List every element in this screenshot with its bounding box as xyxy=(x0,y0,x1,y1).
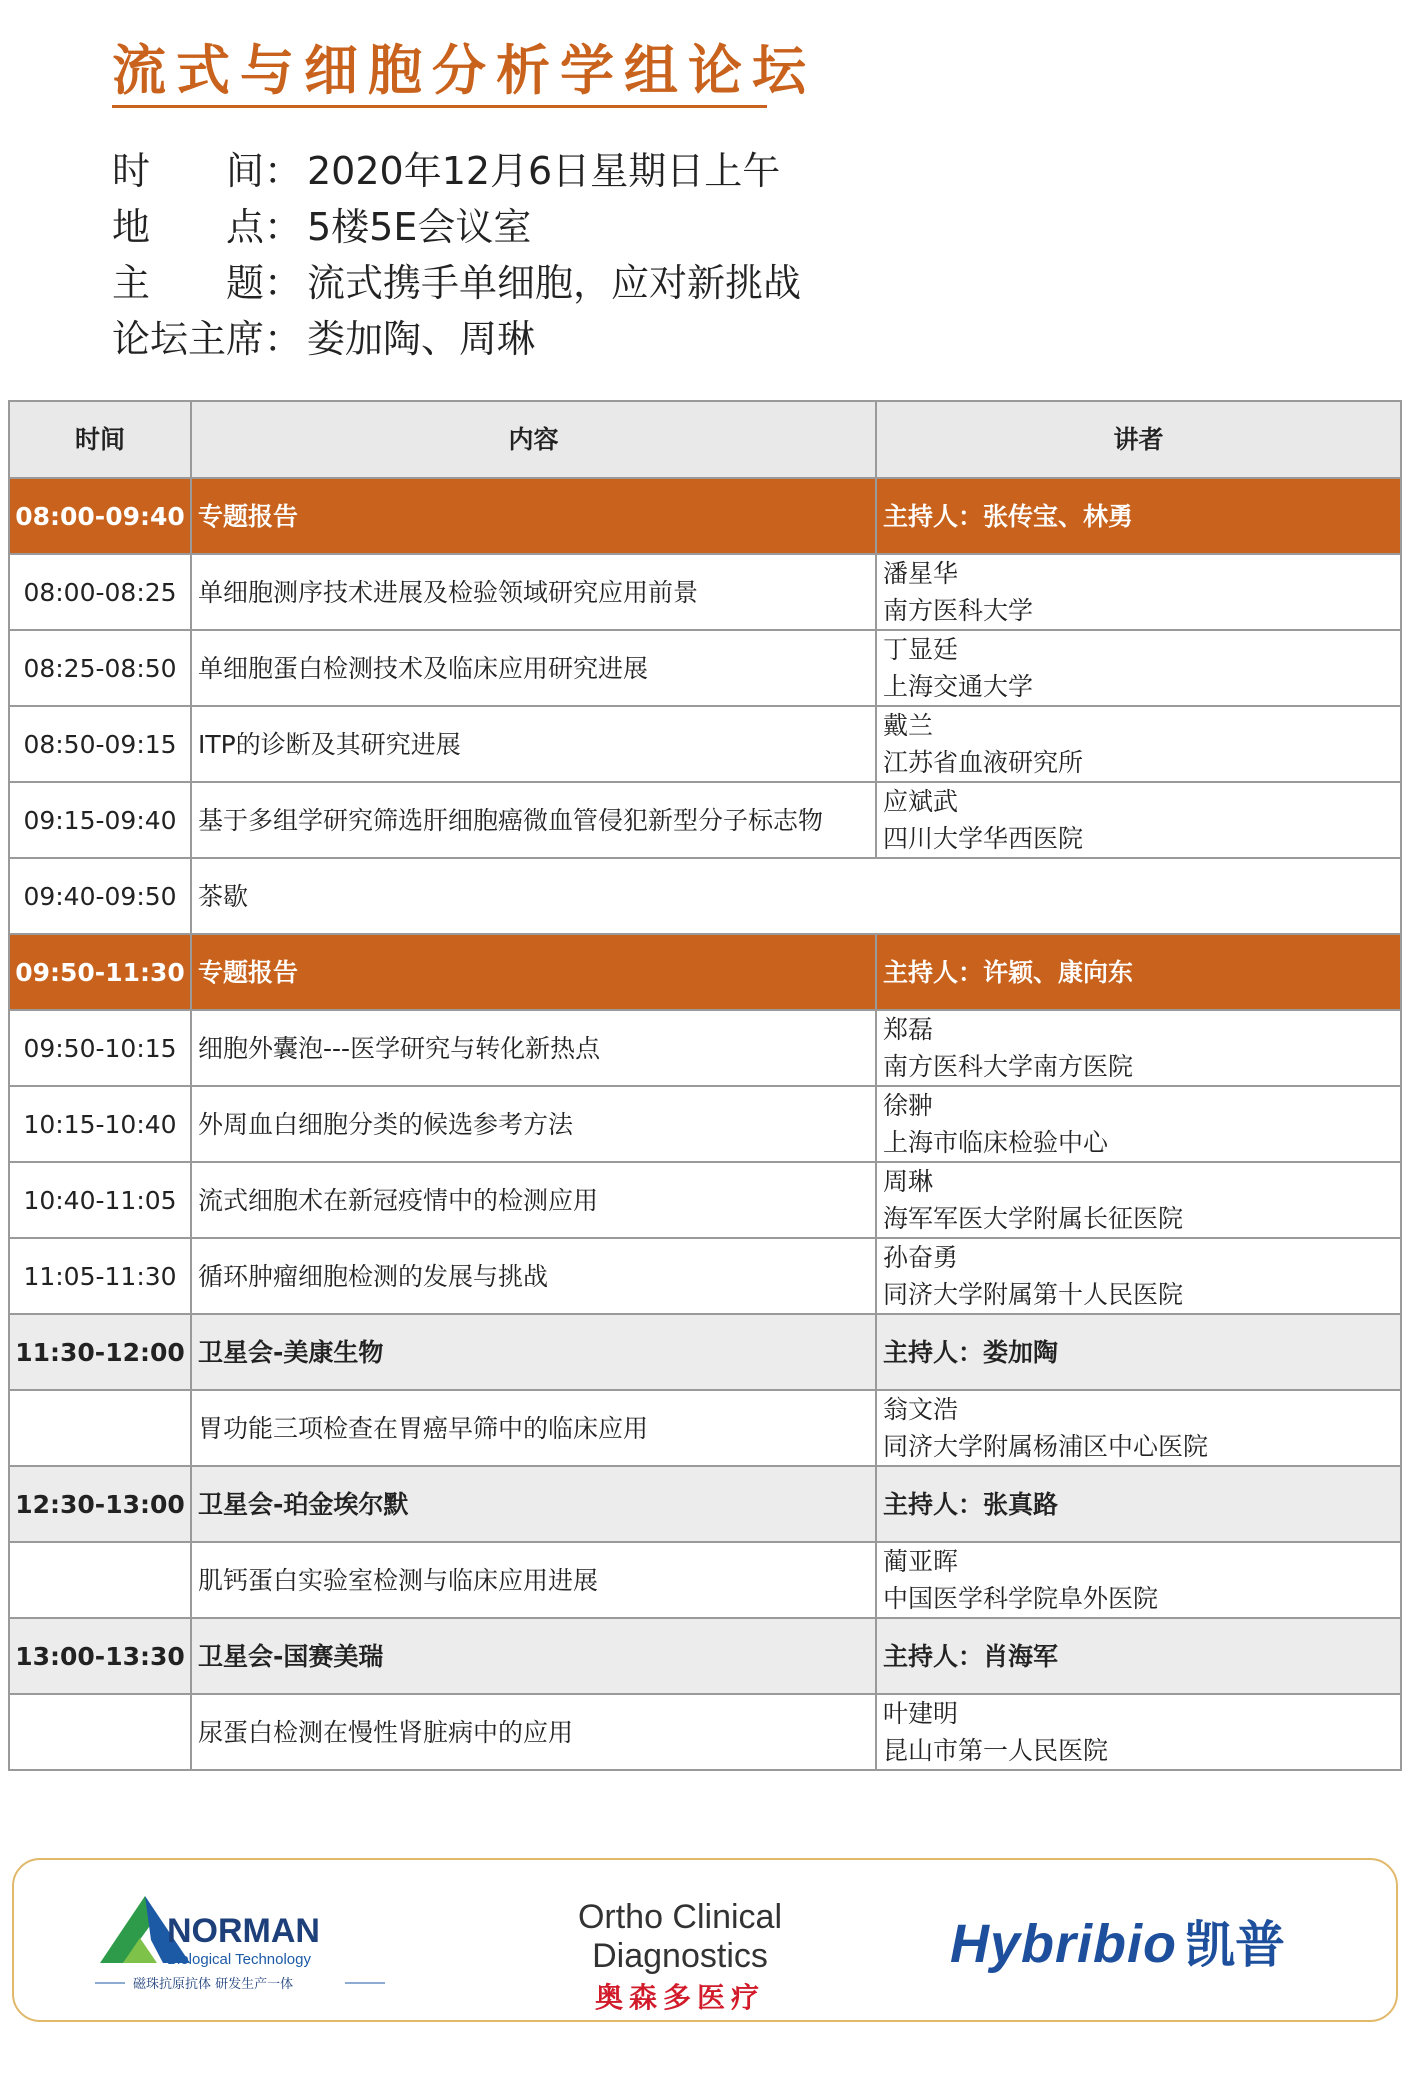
speaker-affiliation: 四川大学华西医院 xyxy=(883,824,1084,853)
speaker-affiliation: 昆山市第一人民医院 xyxy=(883,1736,1109,1765)
info-label: 地 点： xyxy=(112,205,303,249)
ortho-logo xyxy=(490,1898,870,2016)
info-label: 主 题： xyxy=(112,261,303,305)
norman-logo xyxy=(95,1888,385,1998)
table-row xyxy=(9,1390,1401,1466)
speaker-affiliation: 同济大学附属第十人民医院 xyxy=(883,1280,1184,1309)
content-cell: 单细胞测序技术进展及检验领域研究应用前景 xyxy=(191,554,876,630)
table-row xyxy=(9,782,1401,858)
content-cell: 卫星会-美康生物 xyxy=(191,1314,876,1390)
time-cell: 12:30-13:00 xyxy=(9,1466,191,1542)
speaker-name: 翁文浩 xyxy=(883,1395,959,1424)
speaker-name: 主持人：肖海军 xyxy=(883,1641,1059,1671)
speaker-affiliation: 海军军医大学附属长征医院 xyxy=(883,1204,1184,1233)
time-cell: 10:15-10:40 xyxy=(9,1086,191,1162)
speaker-name: 主持人：许颖、康向东 xyxy=(883,957,1134,987)
info-label: 论坛主席： xyxy=(112,317,303,361)
info-value: 流式携手单细胞，应对新挑战 xyxy=(307,261,802,305)
norman-sub: Biological Technology xyxy=(167,1951,311,1968)
table-row xyxy=(9,1238,1401,1314)
table-row xyxy=(9,1694,1401,1770)
speaker-affiliation: 南方医科大学南方医院 xyxy=(883,1052,1134,1081)
hybribio-name-en: Hybribio xyxy=(950,1914,1178,1974)
speaker-affiliation: 中国医学科学院阜外医院 xyxy=(883,1584,1159,1613)
speaker-affiliation: 同济大学附属杨浦区中心医院 xyxy=(883,1432,1209,1461)
table-row xyxy=(9,1162,1401,1238)
table-row xyxy=(9,1086,1401,1162)
content-cell: 流式细胞术在新冠疫情中的检测应用 xyxy=(191,1162,876,1238)
content-cell: 专题报告 xyxy=(191,478,876,554)
speaker-name: 徐翀 xyxy=(883,1091,934,1120)
speaker-cell xyxy=(876,1542,1401,1618)
time-cell: 08:25-08:50 xyxy=(9,630,191,706)
speaker-name: 应斌武 xyxy=(883,787,959,816)
speaker-cell xyxy=(876,706,1401,782)
table-header-row xyxy=(9,401,1401,478)
speaker-cell xyxy=(876,1238,1401,1314)
speaker-name: 郑磊 xyxy=(883,1015,934,1044)
time-cell: 13:00-13:30 xyxy=(9,1618,191,1694)
time-cell: 11:05-11:30 xyxy=(9,1238,191,1314)
time-cell xyxy=(9,1542,191,1618)
session-header-row xyxy=(9,478,1401,554)
speaker-name: 蔺亚晖 xyxy=(883,1547,959,1576)
time-cell: 08:50-09:15 xyxy=(9,706,191,782)
speaker-cell xyxy=(876,1466,1401,1542)
speaker-name: 主持人：张传宝、林勇 xyxy=(883,501,1134,531)
content-cell: 基于多组学研究筛选肝细胞癌微血管侵犯新型分子标志物 xyxy=(191,782,876,858)
header-content: 内容 xyxy=(191,401,876,478)
content-cell: 尿蛋白检测在慢性肾脏病中的应用 xyxy=(191,1694,876,1770)
schedule-table xyxy=(8,400,1402,1771)
info-time xyxy=(112,140,780,195)
time-cell: 11:30-12:00 xyxy=(9,1314,191,1390)
table-row xyxy=(9,630,1401,706)
speaker-cell xyxy=(876,1162,1401,1238)
norman-name: NORMAN xyxy=(167,1912,320,1950)
speaker-name: 戴兰 xyxy=(883,711,934,740)
info-chair xyxy=(112,308,535,363)
time-cell: 10:40-11:05 xyxy=(9,1162,191,1238)
speaker-name: 主持人：张真路 xyxy=(883,1489,1059,1519)
speaker-cell xyxy=(876,1390,1401,1466)
content-cell: 肌钙蛋白实验室检测与临床应用进展 xyxy=(191,1542,876,1618)
content-cell: 专题报告 xyxy=(191,934,876,1010)
speaker-cell xyxy=(876,1086,1401,1162)
time-cell: 09:50-11:30 xyxy=(9,934,191,1010)
speaker-name: 丁显廷 xyxy=(883,635,959,664)
speaker-cell xyxy=(876,1010,1401,1086)
speaker-cell xyxy=(876,1314,1401,1390)
time-cell: 08:00-09:40 xyxy=(9,478,191,554)
speaker-cell xyxy=(876,1694,1401,1770)
table-row xyxy=(9,554,1401,630)
content-cell: 循环肿瘤细胞检测的发展与挑战 xyxy=(191,1238,876,1314)
time-cell: 08:00-08:25 xyxy=(9,554,191,630)
norman-slogan: 磁珠抗原抗体 研发生产一体 xyxy=(133,1977,294,1992)
info-value: 5楼5E会议室 xyxy=(307,205,532,249)
satellite-header-row xyxy=(9,1618,1401,1694)
schedule-body xyxy=(9,478,1401,1770)
speaker-name: 孙奋勇 xyxy=(883,1243,959,1272)
info-place xyxy=(112,196,531,251)
ortho-name-cn: 奥森多医疗 xyxy=(594,1981,765,2014)
table-row xyxy=(9,1542,1401,1618)
header-time: 时间 xyxy=(9,401,191,478)
speaker-cell xyxy=(876,630,1401,706)
speaker-cell xyxy=(876,554,1401,630)
content-cell: 单细胞蛋白检测技术及临床应用研究进展 xyxy=(191,630,876,706)
speaker-cell xyxy=(876,782,1401,858)
speaker-affiliation: 上海交通大学 xyxy=(883,672,1034,701)
hybribio-name-cn: 凯普 xyxy=(1185,1916,1286,1974)
ortho-name-en: Ortho Clinical Diagnostics xyxy=(577,1898,783,1975)
speaker-cell xyxy=(876,1618,1401,1694)
session-header-row xyxy=(9,934,1401,1010)
table-row xyxy=(9,706,1401,782)
satellite-header-row xyxy=(9,1314,1401,1390)
speaker-cell xyxy=(876,478,1401,554)
speaker-name: 主持人：娄加陶 xyxy=(883,1337,1059,1367)
time-cell xyxy=(9,1694,191,1770)
speaker-affiliation: 上海市临床检验中心 xyxy=(883,1128,1109,1157)
time-cell: 09:15-09:40 xyxy=(9,782,191,858)
speaker-name: 潘星华 xyxy=(883,559,959,588)
content-cell: 卫星会-珀金埃尔默 xyxy=(191,1466,876,1542)
time-cell: 09:40-09:50 xyxy=(9,858,191,934)
info-value: 2020年12月6日星期日上午 xyxy=(307,149,781,193)
speaker-affiliation: 江苏省血液研究所 xyxy=(883,748,1084,777)
content-cell: 外周血白细胞分类的候选参考方法 xyxy=(191,1086,876,1162)
hybribio-logo xyxy=(950,1905,1285,1977)
content-cell: 卫星会-国赛美瑞 xyxy=(191,1618,876,1694)
title-underline xyxy=(112,105,767,108)
speaker-name: 叶建明 xyxy=(883,1699,959,1728)
page-title: 流式与细胞分析学组论坛 xyxy=(112,39,816,102)
satellite-header-row xyxy=(9,1466,1401,1542)
content-cell: 细胞外囊泡---医学研究与转化新热点 xyxy=(191,1010,876,1086)
break-row xyxy=(9,858,1401,934)
info-label: 时 间： xyxy=(112,149,303,193)
speaker-cell xyxy=(876,934,1401,1010)
table-row xyxy=(9,1010,1401,1086)
info-value: 娄加陶、周琳 xyxy=(307,317,536,361)
time-cell xyxy=(9,1390,191,1466)
speaker-affiliation: 南方医科大学 xyxy=(883,596,1034,625)
content-cell: 茶歇 xyxy=(191,858,1401,934)
info-theme xyxy=(112,252,801,307)
time-cell: 09:50-10:15 xyxy=(9,1010,191,1086)
speaker-name: 周琳 xyxy=(883,1167,934,1196)
header-speaker: 讲者 xyxy=(876,401,1401,478)
content-cell: ITP的诊断及其研究进展 xyxy=(191,706,876,782)
content-cell: 胃功能三项检查在胃癌早筛中的临床应用 xyxy=(191,1390,876,1466)
